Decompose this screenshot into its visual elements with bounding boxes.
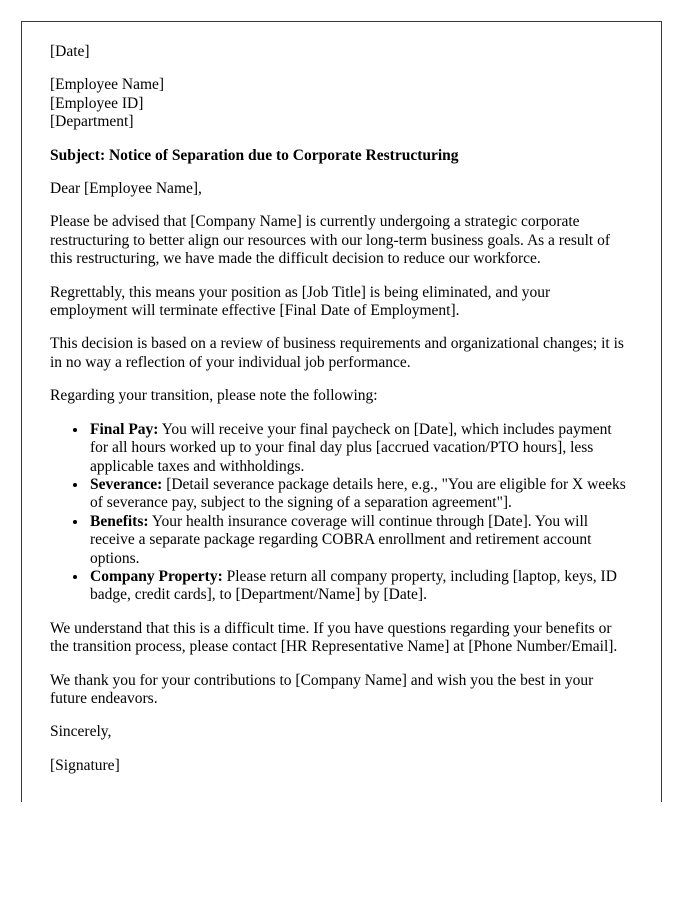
list-item-company-property-text: Please return all company property, including [laptop, keys, ID badge, credit cards], to [Department/Name] by [Date]. <box>90 567 617 604</box>
paragraph-not-performance: This decision is based on a review of business requirements and organizational changes; it is in no way a reflection of your individual job performance. <box>50 335 624 371</box>
transition-details-list <box>50 421 631 605</box>
recipient-department: [Department] <box>50 113 134 131</box>
list-item-final-pay-text: You will receive your final paycheck on [Date], which includes payment for all hours worked up to your final day plus [accrued vacation/PTO hours], less applicable taxes and withholdings. <box>90 420 612 475</box>
list-item-company-property <box>88 568 631 605</box>
list-item-severance <box>88 476 631 513</box>
paragraph-transition-intro: Regarding your transition, please note the following: <box>50 387 378 405</box>
list-item-benefits-text: Your health insurance coverage will continue through [Date]. You will receive a separate package regarding COBRA enrollment and retirement account options. <box>90 512 592 567</box>
recipient-block <box>50 76 631 131</box>
paragraph-thanks: We thank you for your contributions to [Company Name] and wish you the best in your future endeavors. <box>50 671 594 707</box>
paragraph-restructuring-notice: Please be advised that [Company Name] is currently undergoing a strategic corporate restructuring to better align our resources with our long-term business goals. As a result of this restructuring, we have made the difficult decision to reduce our workforce. <box>50 213 611 268</box>
list-item-benefits <box>88 513 631 568</box>
letter-page <box>21 21 662 802</box>
salutation: Dear [Employee Name], <box>50 180 202 198</box>
recipient-employee-id: [Employee ID] <box>50 94 144 112</box>
list-item-benefits-label: Benefits: <box>90 512 149 530</box>
list-item-final-pay <box>88 421 631 476</box>
recipient-name: [Employee Name] <box>50 76 165 94</box>
list-item-final-pay-label: Final Pay: <box>90 420 159 438</box>
list-item-severance-label: Severance: <box>90 475 163 493</box>
date-line: [Date] <box>50 43 90 60</box>
signoff: Sincerely, <box>50 723 112 741</box>
signature-placeholder: [Signature] <box>50 756 120 774</box>
subject-line: Subject: Notice of Separation due to Corporate Restructuring <box>50 146 459 164</box>
list-item-severance-text: [Detail severance package details here, e.g., "You are eligible for X weeks of severance pay, subject to the signing of a separation agreement"]. <box>90 475 626 512</box>
list-item-company-property-label: Company Property: <box>90 567 223 585</box>
paragraph-position-eliminated: Regrettably, this means your position as [Job Title] is being eliminated, and your employment will terminate effective [Final Date of Employment]. <box>50 283 551 320</box>
paragraph-hr-contact: We understand that this is a difficult time. If you have questions regarding your benefits or the transition process, please contact [HR Representative Name] at [Phone Number/Email]. <box>50 619 618 656</box>
